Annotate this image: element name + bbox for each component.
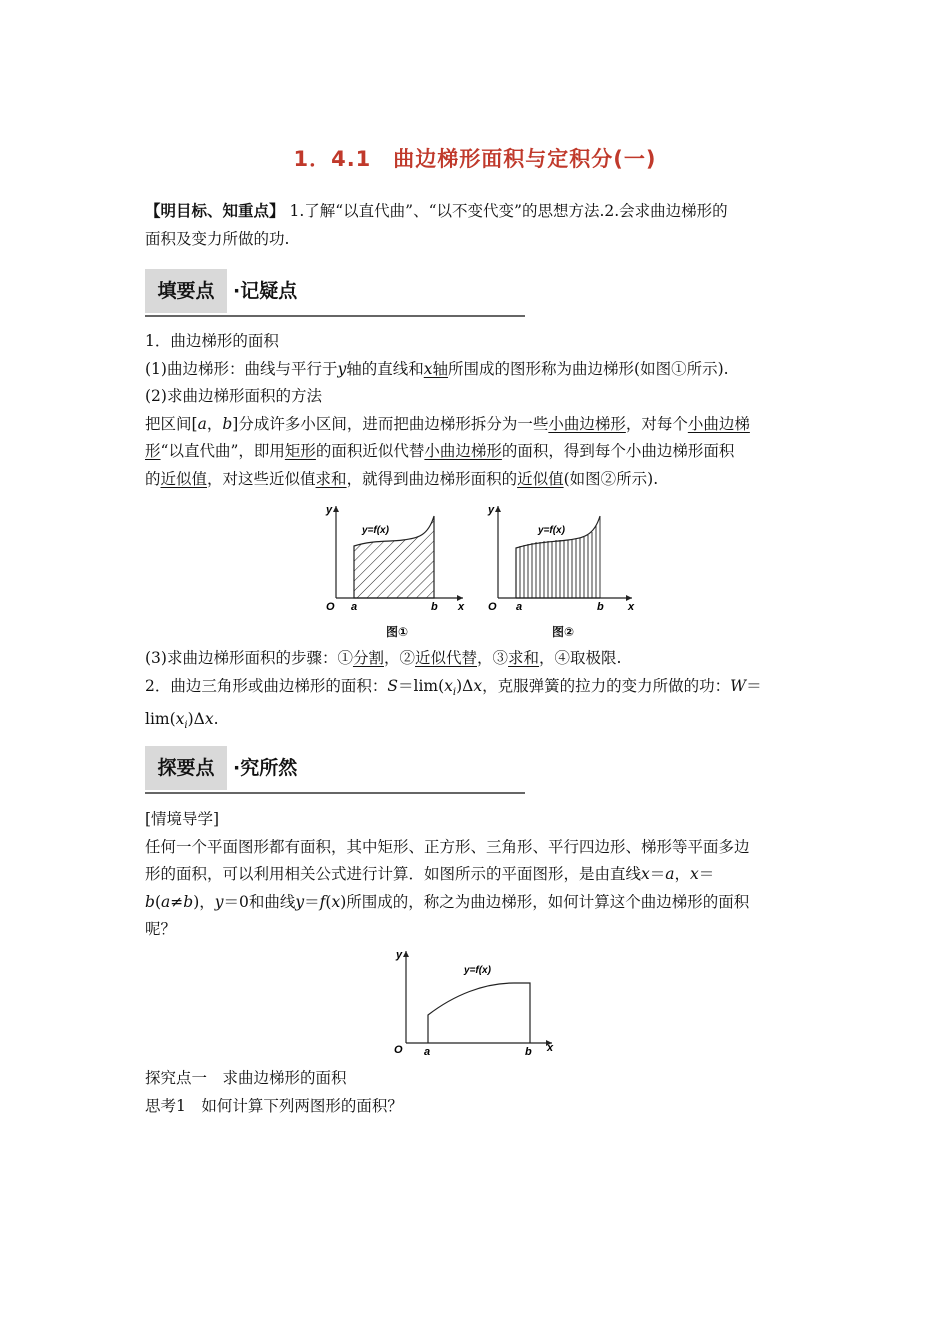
s2-line-7: 思考1 如何计算下列两图形的面积？ [145,1096,403,1115]
s1-line-6: 的近似值，对这些近似值求和，就得到曲边梯形面积的近似值(如图②所示). [145,469,659,488]
section2-body-2 [145,1065,810,1120]
intro-label: 【明目标、知重点】 [145,201,285,220]
intro-paragraph [145,197,810,253]
s2-line-4: b(a≠b)，y＝0和曲线y＝f(x)所围成的，称之为曲边梯形，如何计算这个曲边梯形的面积 [145,892,750,911]
fig2-xlabel: x [628,601,635,613]
fig3-ylabel: y [396,949,403,961]
section-subtitle: ·记疑点 [233,280,298,302]
fig2-caption: 图② [552,625,575,639]
s1-line-2: (1)曲边梯形：曲线与平行于y轴的直线和x轴所围成的图形称为曲边梯形(如图①所示). [145,359,729,378]
s1-line-3: (2)求曲边梯形面积的方法 [145,387,322,405]
fig3-b: b [525,1046,532,1058]
s1-line-5: 形“以直代曲”，即用矩形的面积近似代替小曲边梯形的面积，得到每个小曲边梯形面积 [145,442,735,460]
section-header-explore [145,746,525,794]
section-header-fill [145,269,525,317]
section-badge: 填要点 [145,269,227,313]
page-title: 1．4.1 曲边梯形面积与定积分(一) [293,147,657,171]
s2-line-2: 任何一个平面图形都有面积，其中矩形、正方形、三角形、平行四边形、梯形等平面多边 [145,837,750,856]
fig2-ylabel: y [488,504,495,516]
fig3-func: y=f(x) [464,965,491,976]
section-subtitle: ·究所然 [233,757,298,779]
fig1-xlabel: x [458,601,465,613]
s1-line-8: 2．曲边三角形或曲边梯形的面积：$S=\lim(x_i)\Delta x$，克服弹簧的拉力的变力所做的功：W＝ [145,676,762,698]
fig3-origin: O [394,1044,403,1056]
figure-1 [318,498,478,643]
s2-line-1: [情境导学] [145,810,220,828]
fig2-func: y=f(x) [538,525,565,536]
section1-body [145,328,810,493]
s2-line-5: 呢？ [145,920,177,938]
s1-line-1: 1．曲边梯形的面积 [145,332,279,350]
fig2-origin: O [488,601,497,613]
section2-body [145,806,810,944]
fig1-func: y=f(x) [362,525,389,536]
intro-text-1: 1.了解“以直代曲”、“以不变代变”的思想方法.2.会求曲边梯形的 [289,202,728,220]
fig3-a: a [424,1046,431,1058]
fig2-a: a [516,601,523,613]
fig1-origin: O [326,601,335,613]
s2-line-3: 形的面积，可以利用相关公式进行计算．如图所示的平面图形，是由直线x＝a，x＝ [145,865,715,883]
fig1-caption: 图① [386,625,409,639]
figure-2 [480,498,640,643]
s1-line-7: (3)求曲边梯形面积的步骤：①分割，②近似代替，③求和，④取极限. [145,649,622,667]
fig2-b: b [597,601,604,613]
s1-line-4: 把区间[a，b]分成许多小区间，进而把曲边梯形拆分为一些小曲边梯形，对每个小曲边梯 [145,414,750,433]
intro-text-2: 面积及变力所做的功. [145,229,290,248]
section-badge: 探要点 [145,746,227,790]
s2-line-6: 探究点一 求曲边梯形的面积 [145,1069,347,1087]
section1-body-2 [145,645,810,740]
figure-3 [384,943,564,1063]
fig3-xlabel: x [547,1042,554,1054]
fig1-ylabel: y [326,504,333,516]
fig1-b: b [431,601,438,613]
fig1-a: a [351,601,358,613]
s1-line-9: $\lim(x_i)\Delta x$. [145,710,219,732]
